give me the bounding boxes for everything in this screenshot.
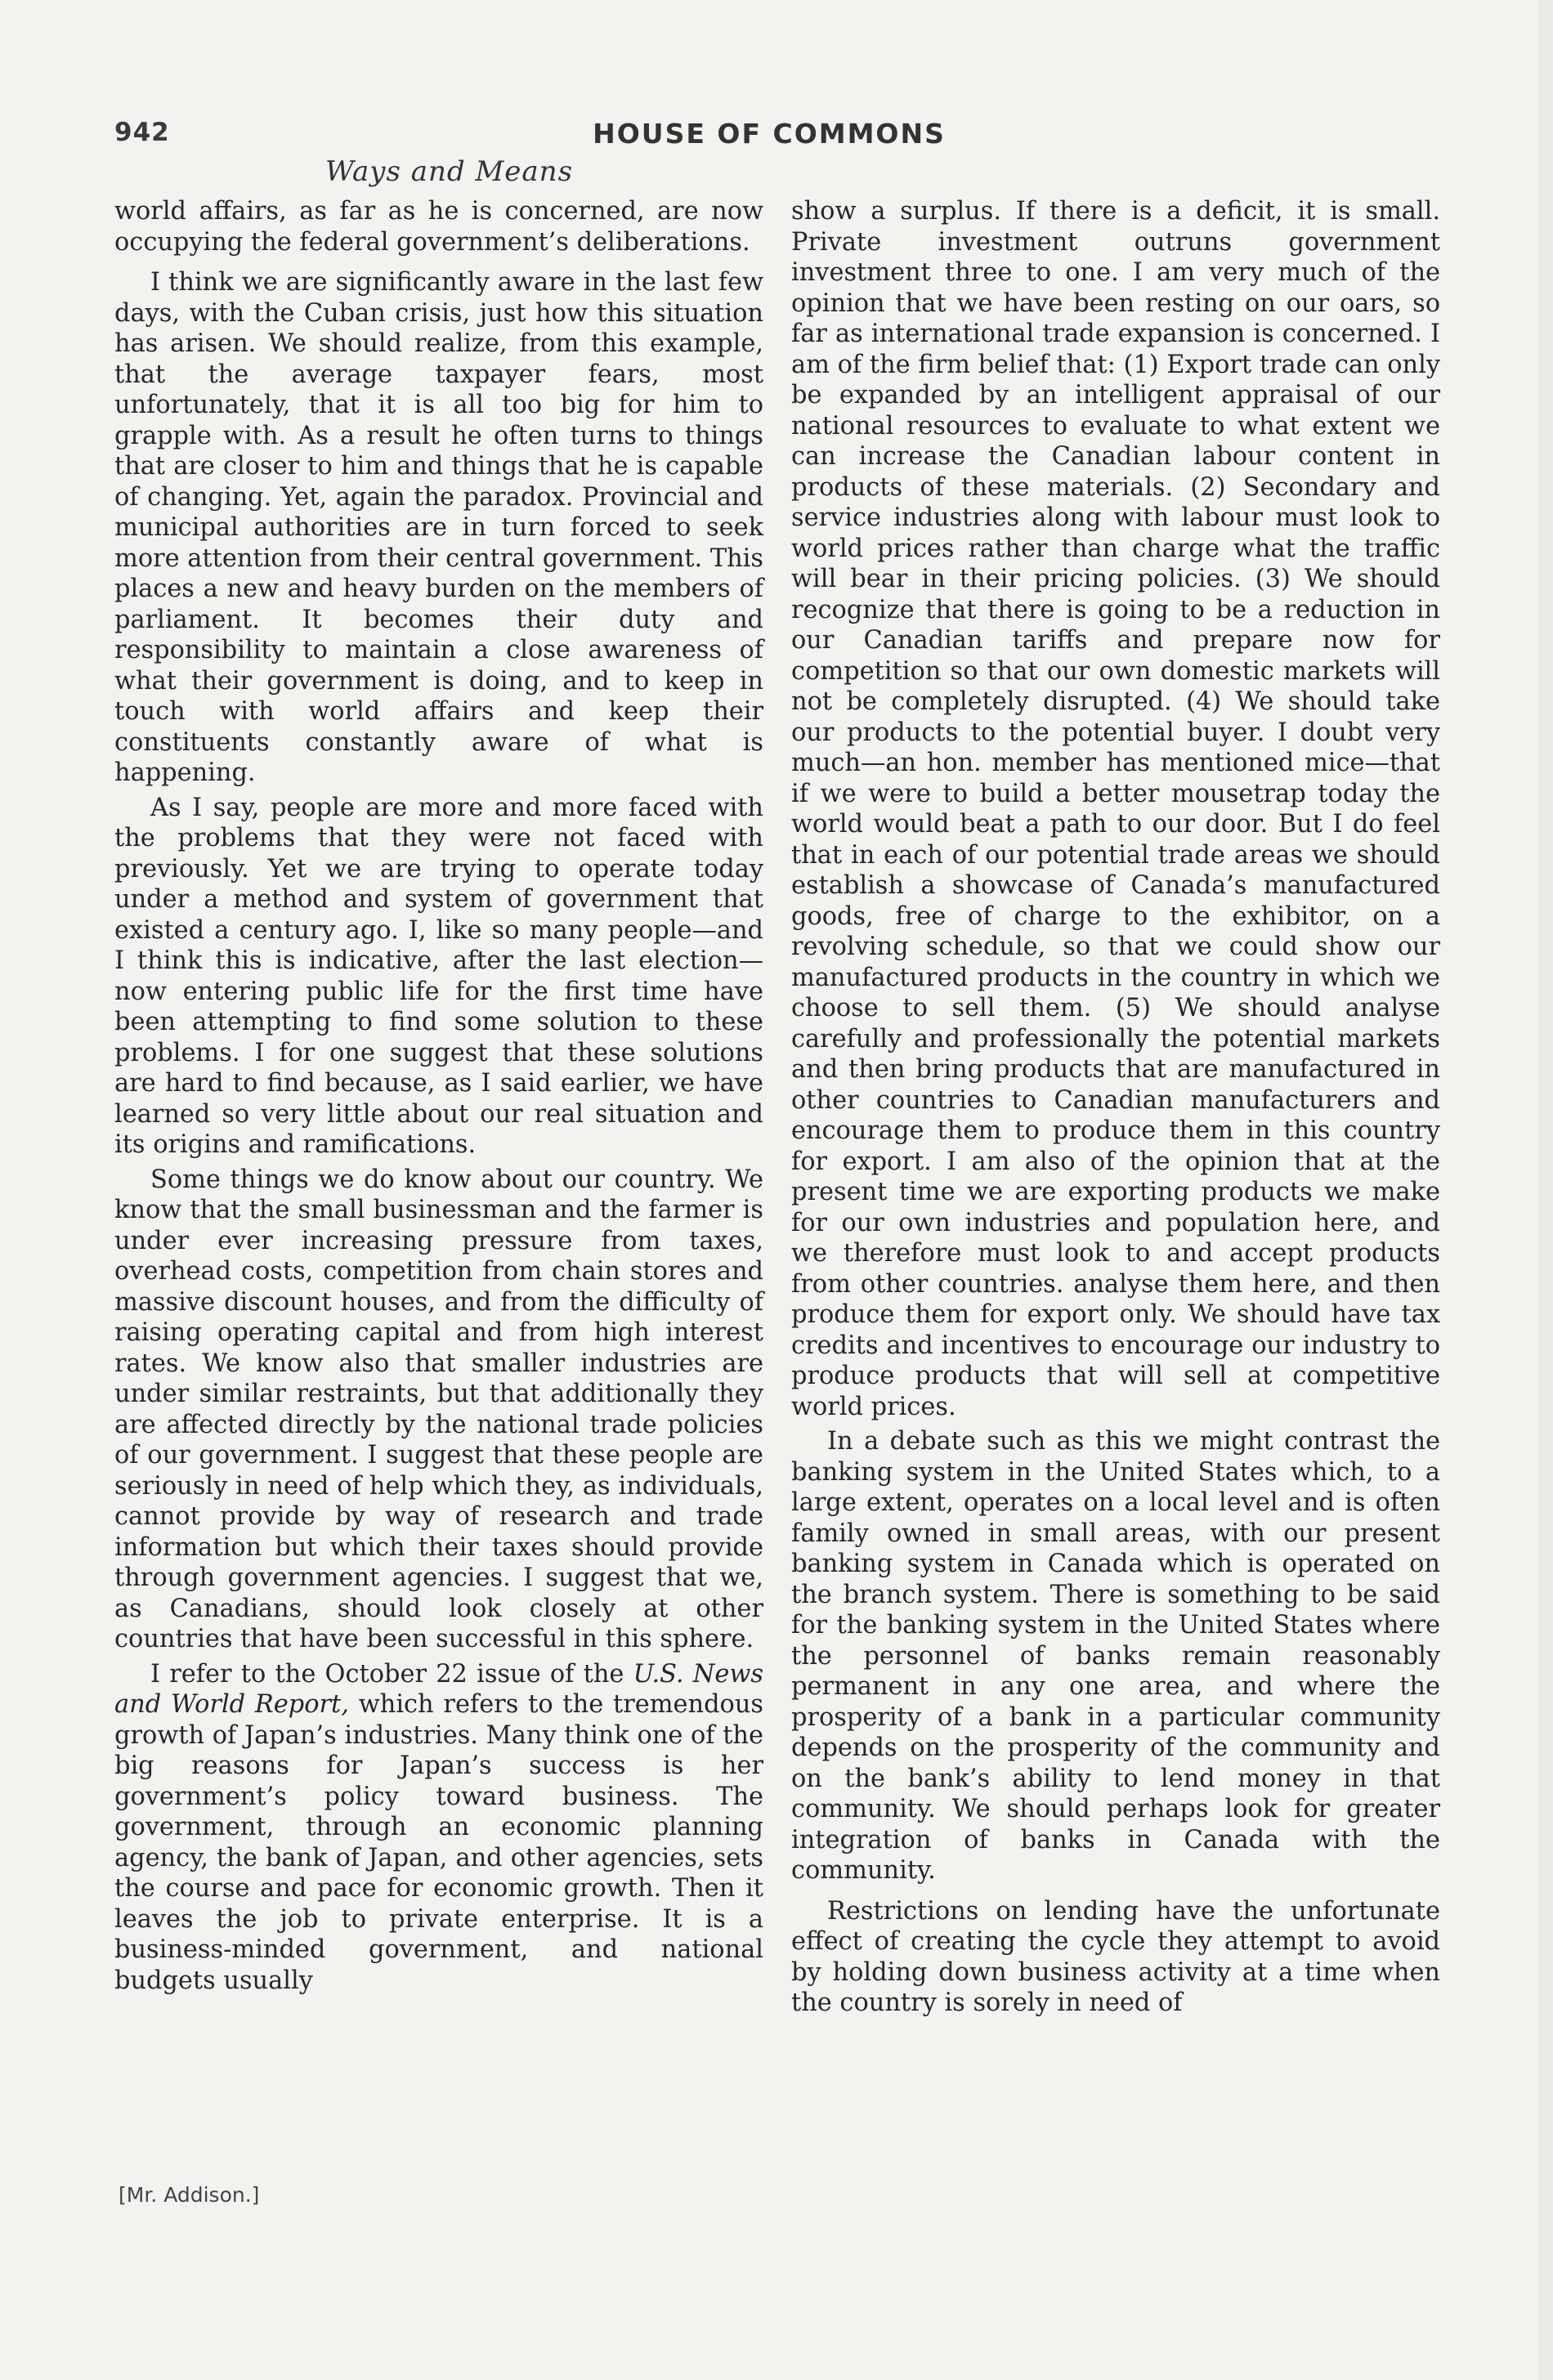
speaker-attribution: [Mr. Addison.] bbox=[119, 2183, 260, 2207]
running-head-title: HOUSE OF COMMONS bbox=[593, 118, 946, 150]
right-paragraph-3: Restrictions on lending have the unfortunate effect of creating the cycle they attempt to avoid by holding down business activity at a time when the country is sorely in need of bbox=[791, 1896, 1440, 2017]
right-paragraph-2: In a debate such as this we might contrast the banking system in the United States which, to a large extent, operates on a local level and is often family owned in small areas, with our present banking system in Canada which is operated on the branch system. There is something to be said for the banking system in the United States where the personnel of banks remain reasonably permanent in any one area, and where the prosperity of a bank in a particular community depends on the prosperity of the community and on the bank’s ability to lend money in that community. We should perhaps look for greater integration of banks in Canada with the community. bbox=[791, 1427, 1440, 1885]
page-number: 942 bbox=[114, 118, 170, 147]
publication-title: U.S. News and World Report, bbox=[114, 1659, 763, 1719]
left-column bbox=[114, 196, 763, 2000]
left-paragraph-5-end: which refers to the tremendous growth of Japan’s industries. Many think one of the big reasons for Japan’s success is her government’s policy toward business. The government, through an economic planning agency, the bank of Japan, and other agencies, sets the course and pace for economic growth. Then it leaves the job to private enterprise. It is a business-minded government, and national budgets usually bbox=[114, 1690, 763, 1995]
left-paragraph-1: world affairs, as far as he is concerned, are now occupying the federal government’s deliberations. bbox=[114, 197, 763, 257]
left-paragraph-4: Some things we do know about our country. We know that the small businessman and the farmer is under ever increasing pressure from taxes, overhead costs, competition from chain stores and massive discount houses, and from the difficulty of raising operating capital and from high interest rates. We know also that smaller industries are under similar restraints, but that additionally they are affected directly by the national trade policies of our government. I suggest that these people are seriously in need of help which they, as individuals, cannot provide by way of research and trade information but which their taxes should provide through government agencies. I suggest that we, as Canadians, should look closely at other countries that have been successful in this sphere. bbox=[114, 1165, 763, 1653]
left-paragraph-5 bbox=[114, 1659, 763, 1997]
right-paragraph-1: show a surplus. If there is a deficit, it is small. Private investment outruns government investment three to one. I am very much of the opinion that we have been resting on our oars, so far as international trade expansion is concerned. I am of the firm belief that: (1) Export trade can only be expanded by an intelligent appraisal of our national resources to evaluate to what extent we can increase the Canadian labour content in products of these materials. (2) Secondary and service industries along with labour must look to world prices rather than charge what the traffic will bear in their pricing policies. (3) We should recognize that there is going to be a reduction in our Canadian tariffs and prepare now for competition so that our own domestic markets will not be completely disrupted. (4) We should take our products to the potential buyer. I doubt very much—an hon. member has mentioned mice—that if we were to build a better mousetrap today the world would beat a path to our door. But I do feel that in each of our potential trade areas we should establish a showcase of Canada’s manufactured goods, free of charge to the exhibitor, on a revolving schedule, so that we could show our manufactured products in the country in which we choose to sell them. (5) We should analyse carefully and professionally the potential markets and then bring products that are manufactured in other countries to Canadian manufacturers and encourage them to produce them in this country for export. I am also of the opinion that at the present time we are exporting products we make for our own industries and population here, and we therefore must look to and accept products from other countries. analyse them here, and then produce them for export only. We should have tax credits and incentives to encourage our industry to produce products that will sell at competitive world prices. bbox=[791, 197, 1440, 1421]
left-paragraph-3: As I say, people are more and more faced with the problems that they were not faced with previously. Yet we are trying to operate today under a method and system of government that existed a century ago. I, like so many people—and I think this is indicative, after the last election—now entering public life for the first time have been attempting to find some solution to these problems. I for one suggest that these solutions are hard to find because, as I said earlier, we have learned so very little about our real situation and its origins and ramifications. bbox=[114, 793, 763, 1159]
left-paragraph-5-start: I refer to the October 22 issue of the bbox=[150, 1659, 633, 1689]
right-column bbox=[791, 196, 1440, 2023]
section-heading: Ways and Means bbox=[325, 155, 574, 188]
left-paragraph-2: I think we are significantly aware in the last few days, with the Cuban crisis, just how this situation has arisen. We should realize, from this example, that the average taxpayer fears, most unfortunately, that it is all too big for him to grapple with. As a result he often turns to things that are closer to him and things that he is capable of changing. Yet, again the paradox. Provincial and municipal authorities are in turn forced to seek more attention from their central government. This places a new and heavy burden on the members of parliament. It becomes their duty and responsibility to maintain a close awareness of what their government is doing, and to keep in touch with world affairs and keep their constituents constantly aware of what is happening. bbox=[114, 268, 763, 787]
